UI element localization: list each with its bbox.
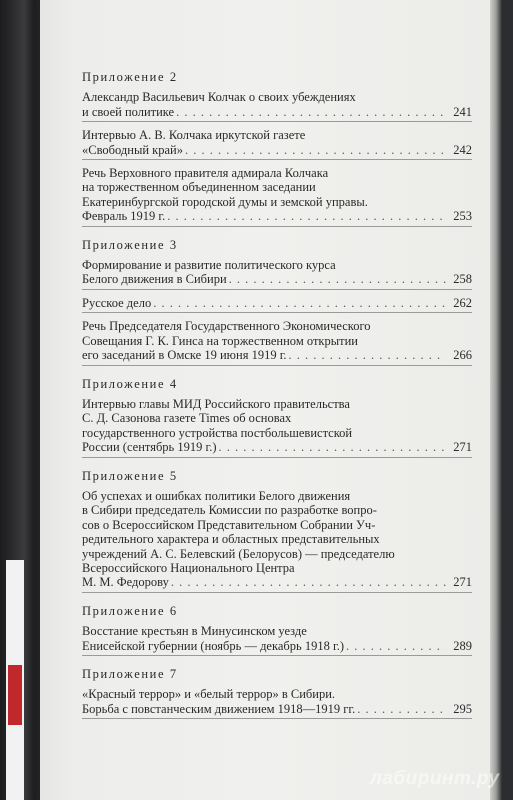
page-number: 262	[453, 295, 472, 310]
toc-section	[82, 667, 472, 719]
leader-dots	[219, 440, 446, 454]
entry-title-line: Екатеринбургской городской думы и земской управы.	[82, 194, 368, 209]
entry-title-line: С. Д. Сазонова газете Times об основах	[82, 411, 292, 426]
entry-last-line	[82, 702, 472, 716]
section-heading: Приложение 7	[82, 667, 178, 681]
toc-section	[82, 469, 472, 593]
entry-title-line: на торжественном объединенном заседании	[82, 180, 316, 195]
entry-title-line: Белого движения в Сибири	[82, 272, 227, 287]
toc-entry	[82, 624, 472, 656]
entry-last-line	[82, 639, 472, 653]
entry-title-line: Борьба с повстанческим движением 1918—1919 гг.	[82, 701, 356, 716]
page-number: 266	[453, 348, 472, 363]
toc-section	[82, 70, 472, 227]
entry-title-line: Формирование и развитие политического курса	[82, 258, 336, 273]
toc-section	[82, 377, 472, 458]
toc-entry	[82, 90, 472, 122]
entry-title-line: «Свободный край»	[82, 142, 183, 157]
entry-title-line: Интервью А. В. Колчака иркутской газете	[82, 128, 306, 143]
entry-title-line: Февраль 1919 г.	[82, 209, 166, 224]
entry-title-line: редительного характера и областных представительных	[82, 532, 380, 547]
leader-dots	[167, 209, 446, 223]
leader-dots	[357, 702, 446, 716]
entry-title-line: его заседаний в Омске 19 июня 1919 г.	[82, 348, 287, 363]
entry-title-line: и своей политике	[82, 104, 175, 119]
cover-red-strip	[8, 665, 22, 725]
page-number: 289	[453, 638, 472, 653]
leader-dots	[176, 105, 446, 119]
toc-section	[82, 238, 472, 366]
entry-title-line: Об успехах и ошибках политики Белого движения	[82, 488, 351, 503]
entry-title-line: России (сентябрь 1919 г.)	[82, 440, 217, 455]
page-edge-shadow	[490, 0, 513, 800]
section-heading: Приложение 4	[82, 376, 178, 391]
page-number: 253	[453, 209, 472, 224]
entry-title-line: Александр Васильевич Колчак о своих убеждениях	[82, 90, 356, 105]
entry-last-line	[82, 440, 472, 454]
entry-title-line: Речь Председателя Государственного Экономического	[82, 319, 371, 334]
section-heading: Приложение 3	[82, 237, 178, 252]
toc-entry	[82, 166, 472, 227]
entry-title-line: М. М. Федорову	[82, 575, 169, 590]
book-page	[40, 0, 490, 800]
entry-title-line: в Сибири председатель Комиссии по разработке вопро-	[82, 503, 377, 518]
entry-title-line: учреждений А. С. Белевский (Белорусов) — председателю	[82, 546, 395, 561]
page-number: 242	[453, 142, 472, 157]
page-number: 241	[453, 104, 472, 119]
leader-dots	[346, 639, 446, 653]
entry-title-line: Совещания Г. К. Гинса на торжественном открытии	[82, 333, 358, 348]
entry-last-line	[82, 209, 472, 223]
section-heading: Приложение 5	[82, 468, 178, 483]
entry-title-line: «Красный террор» и «белый террор» в Сибири.	[82, 687, 336, 702]
leader-dots	[229, 272, 446, 286]
toc-entry	[82, 319, 472, 365]
entry-last-line	[82, 272, 472, 286]
entry-last-line	[82, 143, 472, 157]
entry-last-line	[82, 105, 472, 119]
toc-entry	[82, 258, 472, 290]
page-number: 271	[453, 440, 472, 455]
entry-last-line	[82, 575, 472, 589]
toc-entry	[82, 128, 472, 160]
toc-entry	[82, 397, 472, 458]
page-number: 295	[453, 701, 472, 716]
entry-title-line: Енисейской губернии (ноябрь — декабрь 1918 г.)	[82, 638, 344, 653]
section-heading: Приложение 6	[82, 603, 178, 618]
page-number: 271	[453, 575, 472, 590]
watermark-logo: лабиринт.ру	[370, 768, 500, 789]
entry-last-line	[82, 296, 472, 310]
leader-dots	[153, 296, 446, 310]
entry-title-line: Всероссийского Национального Центра	[82, 560, 295, 575]
entry-title-line: Восстание крестьян в Минусинском уезде	[82, 624, 307, 639]
leader-dots	[289, 348, 446, 362]
entry-title-line: государственного устройства постбольшевистской	[82, 425, 353, 440]
entry-last-line	[82, 348, 472, 362]
entry-title-line: Русское дело	[82, 295, 152, 310]
toc-entry	[82, 489, 472, 593]
page-number: 258	[453, 272, 472, 287]
toc-entry	[82, 296, 472, 313]
section-heading: Приложение 2	[82, 70, 178, 84]
entry-title-line: Интервью главы МИД Российского правительства	[82, 396, 350, 411]
entry-title-line: Речь Верховного правителя адмирала Колчака	[82, 166, 329, 181]
toc-section	[82, 604, 472, 656]
entry-title-line: сов о Всероссийском Представительном Собрании Уч-	[82, 517, 376, 532]
leader-dots	[185, 143, 446, 157]
toc-entry	[82, 687, 472, 719]
leader-dots	[171, 575, 446, 589]
table-of-contents	[82, 70, 472, 730]
